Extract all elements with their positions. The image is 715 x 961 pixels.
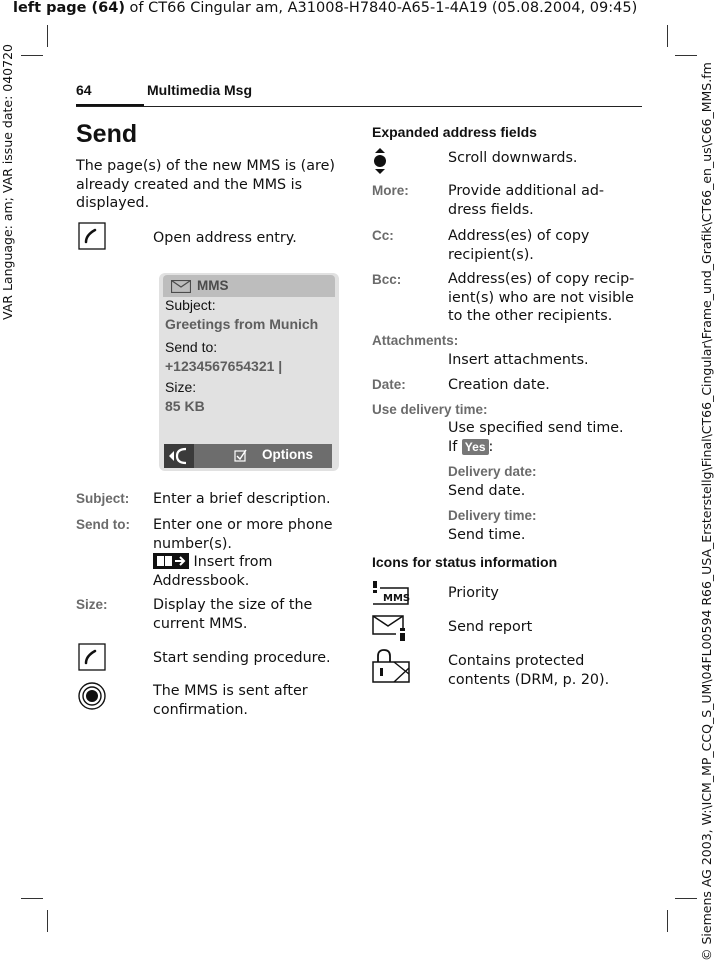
size-label: Size: [76, 597, 108, 612]
protected-content-icon [372, 648, 412, 684]
bcc-desc: Address(es) of copy recip- ient(s) who are not visible to the other recipients. [448, 271, 635, 324]
softkey-bar [164, 444, 332, 468]
send-report-icon [372, 612, 410, 642]
call-key-icon [78, 222, 108, 252]
date-label: Date: [372, 377, 406, 392]
start-sending: Start sending procedure. [153, 650, 331, 666]
sendto-desc: Enter one or more phone number(s). Insert from Addressbook. [153, 517, 333, 589]
running-head: Multimedia Msg [147, 82, 253, 98]
side-margin-right: © Siemens AG 2003, W:\ICM_MP_CCQ_S_UM\04FL00594 R66_USA_Ersterstellg\Final\CT66_Cingular\Frame_und_Grafik\CT66_en_us\C66_MMS.fm [699, 62, 714, 961]
intro-text: The page(s) of the new MMS is (are) already created and the MMS is displayed. [76, 158, 335, 211]
display-size-value: 85 KB [165, 398, 205, 414]
call-key-icon [78, 643, 108, 673]
more-label: More: [372, 183, 409, 198]
select-key-icon [78, 682, 108, 712]
crop-mark [21, 55, 43, 56]
phone-display [159, 273, 339, 471]
icons-heading: Icons for status information [372, 554, 558, 570]
sendto-label: Send to: [76, 517, 130, 532]
priority-desc: Priority [448, 585, 499, 601]
open-address-entry: Open address entry. [153, 230, 297, 246]
delivery-date-desc: Send date. [448, 483, 526, 499]
display-title-bar [163, 275, 335, 297]
display-title: MMS [197, 278, 229, 293]
navigation-key-icon [372, 146, 388, 176]
print-header: left page (64) of CT66 Cingular am, A31008-H7840-A65-1-4A19 (05.08.2004, 09:45) [13, 0, 638, 16]
display-subject-value: Greetings from Munich [165, 316, 319, 332]
protected-desc: Contains protected contents (DRM, p. 20). [448, 653, 610, 688]
crop-mark [675, 898, 697, 899]
svg-text:MMS: MMS [383, 593, 410, 604]
delivery-date-label: Delivery date: [448, 464, 537, 479]
more-desc: Provide additional ad- dress fields. [448, 183, 605, 218]
sent-after-confirmation: The MMS is sent after confirmation. [153, 683, 308, 718]
delivery-time-label: Delivery time: [448, 508, 537, 523]
addressbook-key-icon [153, 553, 189, 569]
use-delivery-desc: Use specified send time. [448, 420, 624, 436]
yes-badge: Yes [462, 439, 489, 455]
cc-desc: Address(es) of copy recipient(s). [448, 228, 590, 263]
size-desc: Display the size of the current MMS. [153, 597, 313, 632]
display-sendto-label: Send to: [165, 339, 218, 355]
header-rule [76, 106, 642, 107]
options-softkey[interactable]: Options [262, 447, 313, 462]
subject-label: Subject: [76, 491, 130, 506]
scroll-desc: Scroll downwards. [448, 150, 578, 166]
use-delivery-label: Use delivery time: [372, 402, 488, 417]
subject-desc: Enter a brief description. [153, 491, 331, 507]
display-size-label: Size: [165, 379, 197, 395]
delivery-time-desc: Send time. [448, 527, 526, 543]
priority-icon [372, 580, 410, 606]
page-number: 64 [76, 82, 92, 98]
if-yes-line: If Yes : [448, 439, 494, 455]
envelope-icon [171, 280, 191, 293]
crop-mark [675, 55, 697, 56]
crop-mark [47, 910, 48, 932]
crop-mark [21, 898, 43, 899]
crop-mark [47, 25, 48, 47]
checkbox-icon [234, 449, 248, 463]
display-subject-label: Subject: [165, 297, 216, 313]
side-margin-left: VAR Language: am; VAR issue date: 040720 [0, 44, 15, 320]
bcc-label: Bcc: [372, 272, 402, 287]
cc-label: Cc: [372, 228, 394, 243]
expanded-heading: Expanded address fields [372, 124, 537, 140]
attachments-desc: Insert attachments. [448, 352, 589, 368]
date-desc: Creation date. [448, 377, 550, 393]
crop-mark [667, 25, 668, 47]
crop-mark [667, 910, 668, 932]
back-arrow-icon [164, 444, 194, 468]
back-softkey[interactable] [164, 444, 194, 468]
display-sendto-value: +1234567654321 | [165, 358, 283, 374]
attachments-label: Attachments: [372, 333, 459, 348]
section-title: Send [76, 120, 138, 148]
send-report-desc: Send report [448, 619, 533, 635]
